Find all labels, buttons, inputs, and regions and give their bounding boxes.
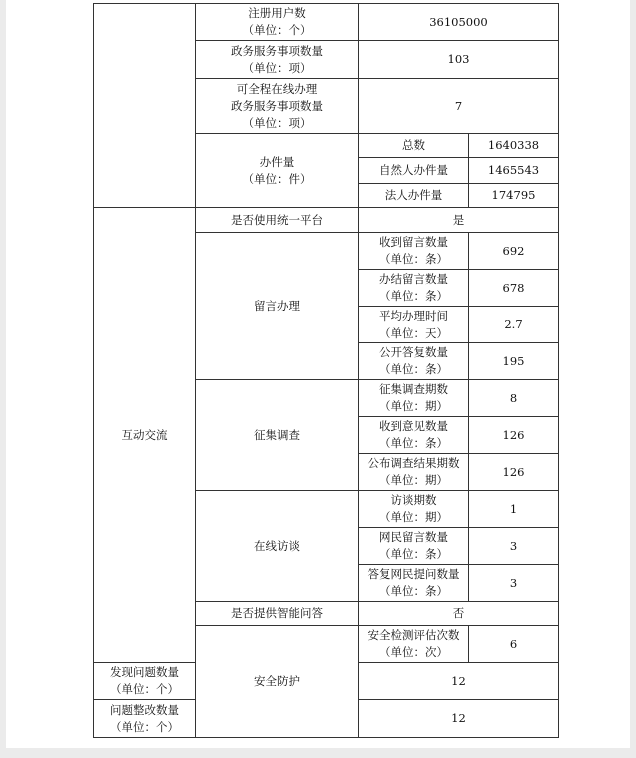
registered-users-label: 注册用户数 （单位：个） [196,4,359,41]
security-section-label: 安全防护 [196,626,359,738]
interview-periods-value: 1 [469,491,559,528]
survey-periods-label: 征集调查期数 （单位：期） [359,380,469,417]
completed-messages-label: 办结留言数量 （单位：条） [359,270,469,307]
received-messages-label: 收到留言数量 （单位：条） [359,233,469,270]
case-volume-label: 办件量 （单位：件） [196,134,359,208]
average-time-label: 平均办理时间 （单位：天） [359,307,469,343]
survey-label: 征集调查 [196,380,359,491]
netizen-messages-label: 网民留言数量 （单位：条） [359,528,469,565]
issues-found-label: 发现问题数量 （单位：个） [94,663,196,700]
received-opinions-label: 收到意见数量 （单位：条） [359,417,469,454]
smart-qa-label: 是否提供智能问答 [196,602,359,626]
interaction-section-label: 互动交流 [94,208,196,663]
natural-person-label: 自然人办件量 [359,158,469,184]
average-time-value: 2.7 [469,307,559,343]
legal-person-value: 174795 [469,184,559,208]
registered-users-value: 36105000 [359,4,559,41]
total-label: 总数 [359,134,469,158]
public-replies-value: 195 [469,343,559,380]
total-value: 1640338 [469,134,559,158]
online-items-label: 可全程在线办理 政务服务事项数量 （单位：项） [196,79,359,134]
survey-periods-value: 8 [469,380,559,417]
issues-found-value: 12 [359,663,559,700]
message-handling-label: 留言办理 [196,233,359,380]
table-row [94,208,559,233]
answered-questions-label: 答复网民提问数量 （单位：条） [359,565,469,602]
public-replies-label: 公开答复数量 （单位：条） [359,343,469,380]
received-messages-value: 692 [469,233,559,270]
blank-section-cell [94,4,196,208]
issues-fixed-label: 问题整改数量 （单位：个） [94,700,196,738]
statistics-table [93,3,559,738]
online-items-value: 7 [359,79,559,134]
natural-person-value: 1465543 [469,158,559,184]
netizen-messages-value: 3 [469,528,559,565]
service-items-value: 103 [359,41,559,79]
security-checks-value: 6 [469,626,559,663]
answered-questions-value: 3 [469,565,559,602]
unified-platform-label: 是否使用统一平台 [196,208,359,233]
security-checks-label: 安全检测评估次数 （单位：次） [359,626,469,663]
smart-qa-value: 否 [359,602,559,626]
interview-label: 在线访谈 [196,491,359,602]
service-items-label: 政务服务事项数量 （单位：项） [196,41,359,79]
issues-fixed-value: 12 [359,700,559,738]
received-opinions-value: 126 [469,417,559,454]
unified-platform-value: 是 [359,208,559,233]
table-row [94,4,559,41]
completed-messages-value: 678 [469,270,559,307]
legal-person-label: 法人办件量 [359,184,469,208]
published-results-label: 公布调查结果期数 （单位：期） [359,454,469,491]
interview-periods-label: 访谈期数 （单位：期） [359,491,469,528]
published-results-value: 126 [469,454,559,491]
